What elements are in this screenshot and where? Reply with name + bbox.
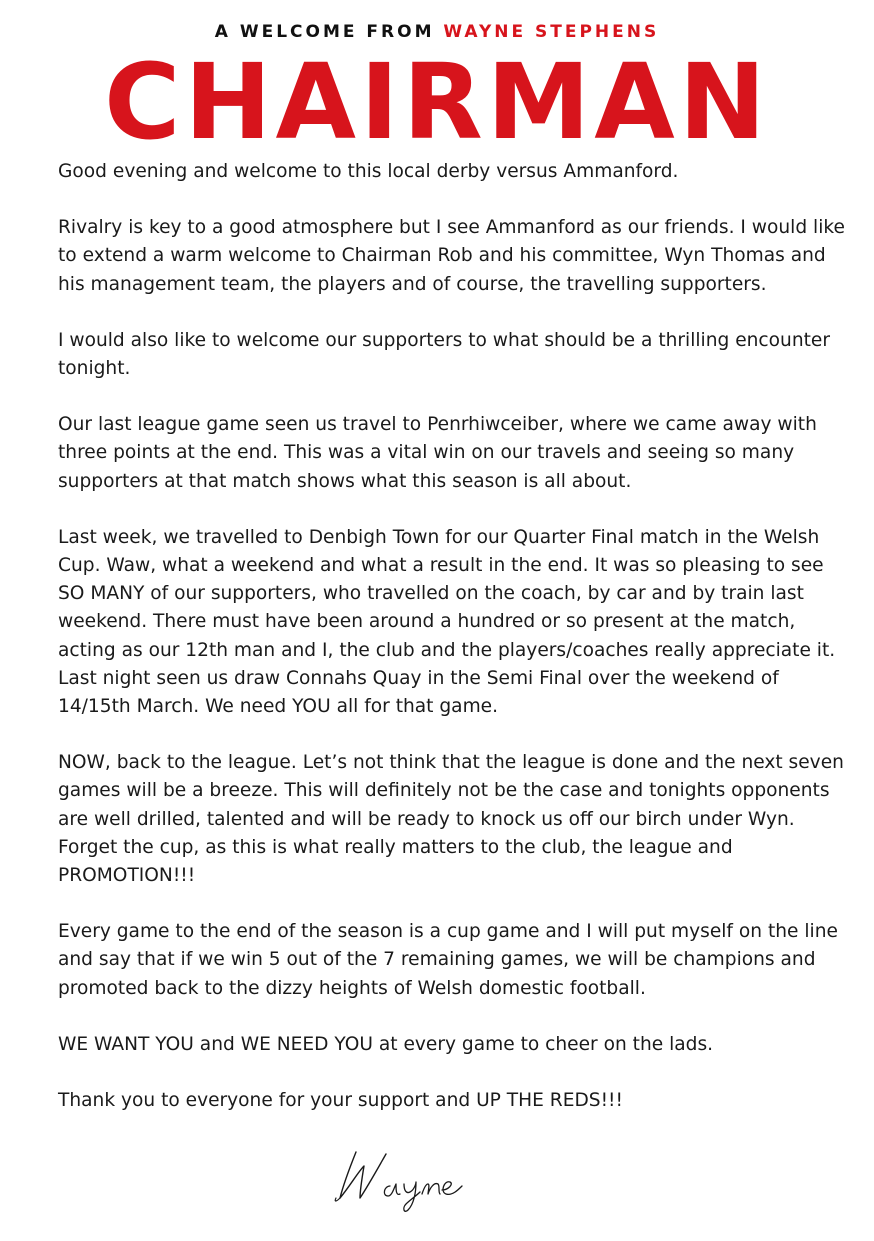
- signature: [330, 1136, 490, 1216]
- paragraph-thank-you: Thank you to everyone for your support and UP THE REDS!!!: [58, 1090, 623, 1112]
- paragraph-we-want-you: WE WANT YOU and WE NEED YOU at every game to cheer on the lads.: [58, 1033, 714, 1055]
- welcome-letter: [58, 158, 848, 1143]
- paragraph-back-to-league: NOW, back to the league. Let’s not think that the league is done and the next seven games will be a breeze. This will definitely not be the case and tonights opponents are well drilled, talented and will be ready to knock us off our birch under Wyn. Forget the cup, as this is what really matters to the club, the league and PROMOTION!!!: [58, 752, 844, 887]
- kicker-prefix: A WELCOME FROM: [214, 22, 435, 42]
- page-title: CHAIRMAN: [104, 41, 770, 163]
- paragraph-welsh-cup: Last week, we travelled to Denbigh Town for our Quarter Final match in the Welsh Cup. Waw, what a weekend and what a result in the end. It was so pleasing to see SO MANY of our supporters, who travelled on the coach, by car and by train last weekend. There must have been around a hundred or so present at the match, acting as our 12th man and I, the club and the players/coaches really appreciate it. Last night seen us draw Connahs Quay in the Semi Final over the weekend of 14/15th March. We need YOU all for that game.: [58, 526, 836, 718]
- paragraph-last-league-game: Our last league game seen us travel to Penrhiwceiber, where we came away with three points at the end. This was a vital win on our travels and seeing so many supporters at that match shows what this season is all about.: [58, 414, 817, 492]
- paragraph-rivalry: Rivalry is key to a good atmosphere but I see Ammanford as our friends. I would like to extend a warm welcome to Chairman Rob and his committee, Wyn Thomas and his management team, the players and of course, the travelling supporters.: [58, 217, 845, 295]
- paragraph-supporters-welcome: I would also like to welcome our supporters to what should be a thrilling encounter tonight.: [58, 329, 830, 380]
- welcome-kicker: [0, 22, 874, 42]
- paragraph-cup-game: Every game to the end of the season is a cup game and I will put myself on the line and say that if we win 5 out of the 7 remaining games, we will be champions and promoted back to the dizzy heights of Welsh domestic football.: [58, 921, 838, 999]
- paragraph-greeting: Good evening and welcome to this local derby versus Ammanford.: [58, 161, 679, 182]
- kicker-chairman-name: WAYNE STEPHENS: [443, 22, 660, 42]
